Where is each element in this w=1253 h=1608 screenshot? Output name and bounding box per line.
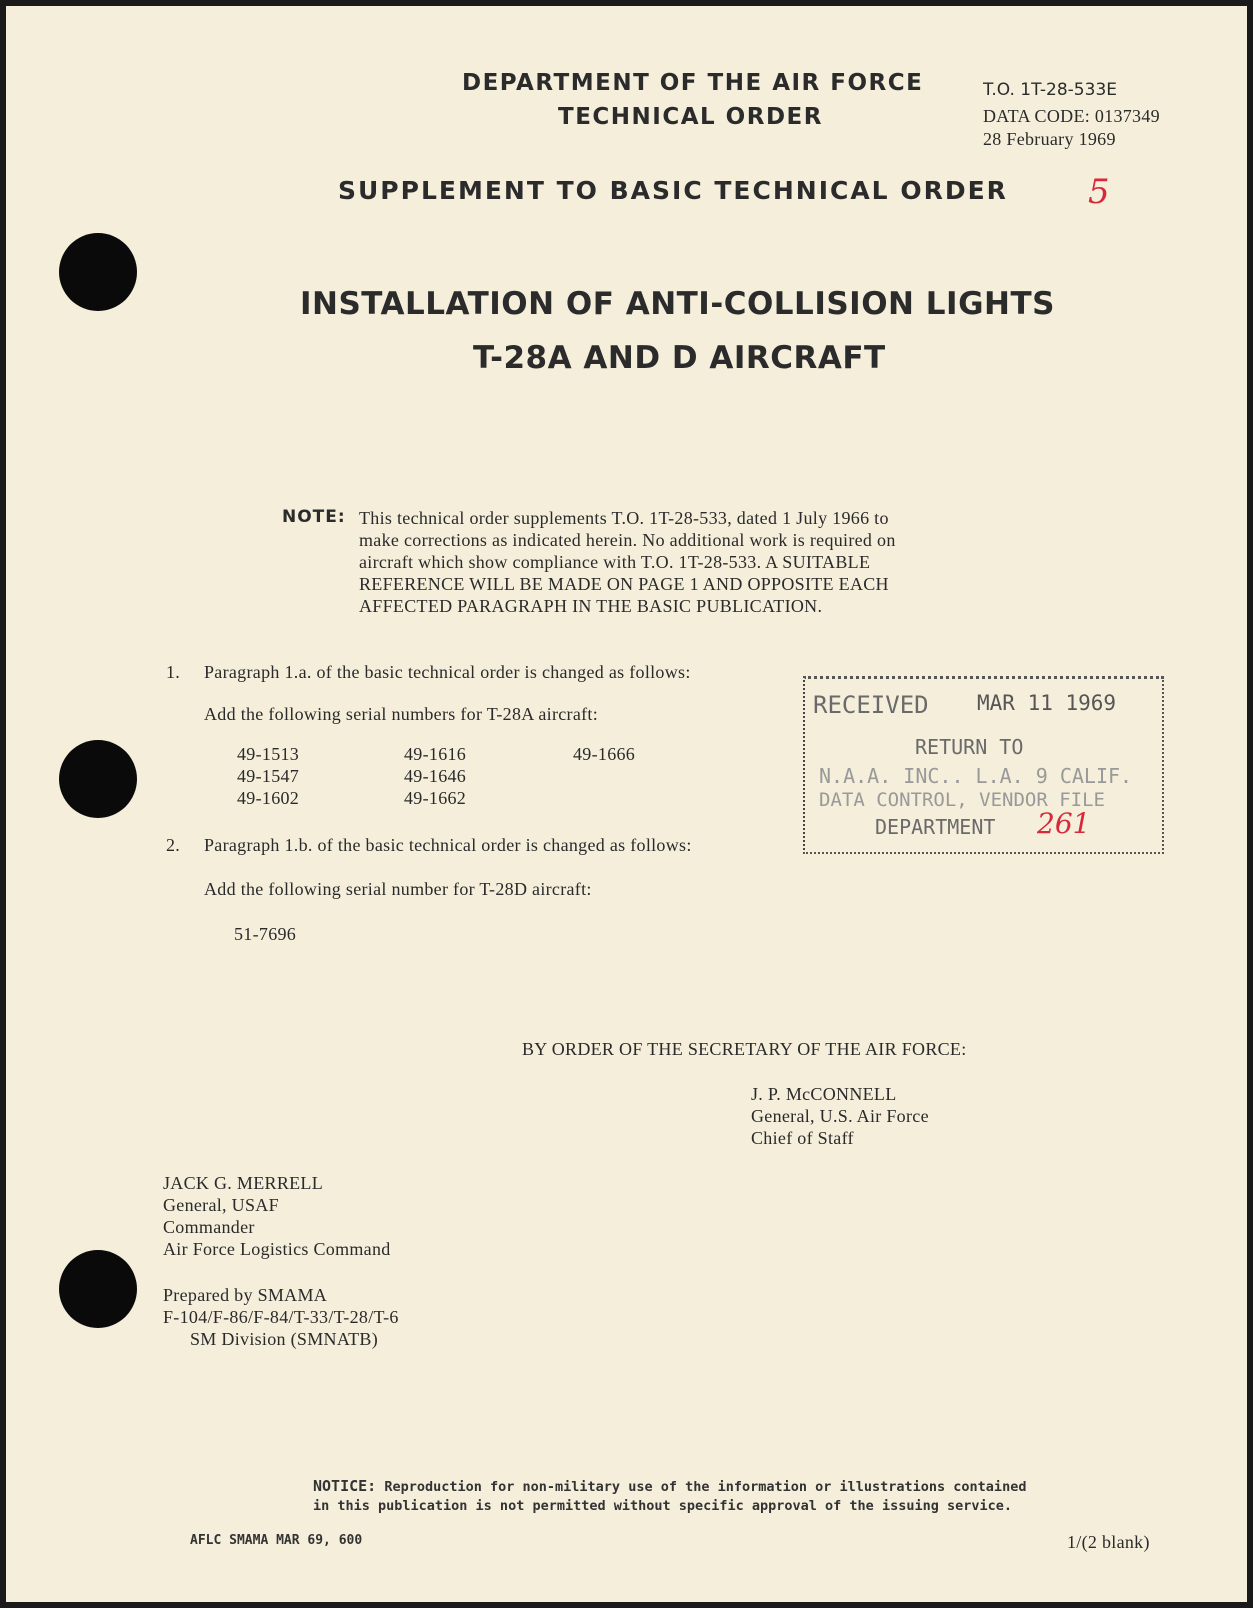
prepared-by: Prepared by SMAMA	[163, 1285, 328, 1305]
item-1-text: Paragraph 1.a. of the basic technical order is changed as follows:	[204, 662, 691, 682]
notice-line-2: in this publication is not permitted without specific approval of the issuing service.	[313, 1498, 1012, 1514]
prepared-division: SM Division (SMNATB)	[190, 1329, 379, 1349]
serial-number: 49-1646	[404, 766, 467, 786]
serial-number: 49-1513	[237, 744, 300, 764]
note-line: This technical order supplements T.O. 1T-28-533, dated 1 July 1966 to	[359, 508, 889, 528]
to-number: T.O. 1T-28-533E	[983, 80, 1117, 100]
serial-number: 49-1662	[404, 788, 467, 808]
supplement-heading: SUPPLEMENT TO BASIC TECHNICAL ORDER	[338, 176, 1008, 205]
stamp-address: N.A.A. INC.. L.A. 9 CALIF.	[819, 764, 1133, 788]
notice-label: NOTICE:	[313, 1477, 377, 1495]
item-2-text: Paragraph 1.b. of the basic technical order is changed as follows:	[204, 835, 692, 855]
stamp-department: DEPARTMENT	[875, 815, 996, 839]
item-2-subtext: Add the following serial number for T-28D aircraft:	[204, 879, 592, 899]
serial-number: 49-1616	[404, 744, 467, 764]
note-line: aircraft which show compliance with T.O. 1T-28-533. A SUITABLE	[359, 552, 871, 572]
department-heading: DEPARTMENT OF THE AIR FORCE	[462, 70, 924, 96]
stamp-date: MAR 11 1969	[977, 691, 1117, 715]
stamp-return-to: RETURN TO	[915, 735, 1024, 759]
item-1-subtext: Add the following serial numbers for T-28A aircraft:	[204, 704, 599, 724]
note-line: REFERENCE WILL BE MADE ON PAGE 1 AND OPPOSITE EACH	[359, 574, 889, 594]
page-number: 1/(2 blank)	[1067, 1532, 1150, 1552]
title-line-2: T-28A AND D AIRCRAFT	[473, 340, 886, 376]
received-stamp	[803, 676, 1164, 854]
signatory-rank: General, U.S. Air Force	[751, 1106, 929, 1126]
notice-line-1	[313, 1477, 1026, 1495]
note-line: make corrections as indicated herein. No additional work is required on	[359, 530, 896, 550]
commander-rank: General, USAF	[163, 1195, 279, 1215]
serial-number: 49-1666	[573, 744, 636, 764]
serial-number: 49-1547	[237, 766, 300, 786]
binder-hole	[59, 233, 137, 311]
signatory-title: Chief of Staff	[751, 1128, 854, 1148]
publication-date: 28 February 1969	[983, 129, 1116, 149]
commander-name: JACK G. MERRELL	[163, 1173, 324, 1193]
item-2-number: 2.	[166, 835, 181, 855]
signatory-name: J. P. McCONNELL	[751, 1084, 897, 1104]
commander-organization: Air Force Logistics Command	[163, 1239, 391, 1259]
note-label: NOTE:	[282, 507, 346, 527]
stamp-received: RECEIVED	[813, 691, 929, 719]
by-order-line: BY ORDER OF THE SECRETARY OF THE AIR FORCE:	[522, 1039, 967, 1059]
binder-hole	[59, 1250, 137, 1328]
binder-hole	[59, 740, 137, 818]
data-code: DATA CODE: 0137349	[983, 106, 1160, 126]
handwritten-mark: 5	[1088, 172, 1110, 212]
serial-number: 49-1602	[237, 788, 300, 808]
notice-text: Reproduction for non-military use of the information or illustrations contained	[384, 1479, 1027, 1495]
title-line-1: INSTALLATION OF ANTI-COLLISION LIGHTS	[300, 286, 1055, 322]
print-code: AFLC SMAMA MAR 69, 600	[190, 1533, 363, 1548]
prepared-aircraft: F-104/F-86/F-84/T-33/T-28/T-6	[163, 1307, 399, 1327]
note-line: AFFECTED PARAGRAPH IN THE BASIC PUBLICATION.	[359, 596, 823, 616]
stamp-department-line: DATA CONTROL, VENDOR FILE	[819, 789, 1105, 811]
order-type-heading: TECHNICAL ORDER	[558, 104, 823, 130]
item-1-number: 1.	[166, 662, 181, 682]
handwritten-number: 261	[1037, 807, 1091, 840]
serial-number: 51-7696	[234, 924, 297, 944]
commander-title: Commander	[163, 1217, 255, 1237]
